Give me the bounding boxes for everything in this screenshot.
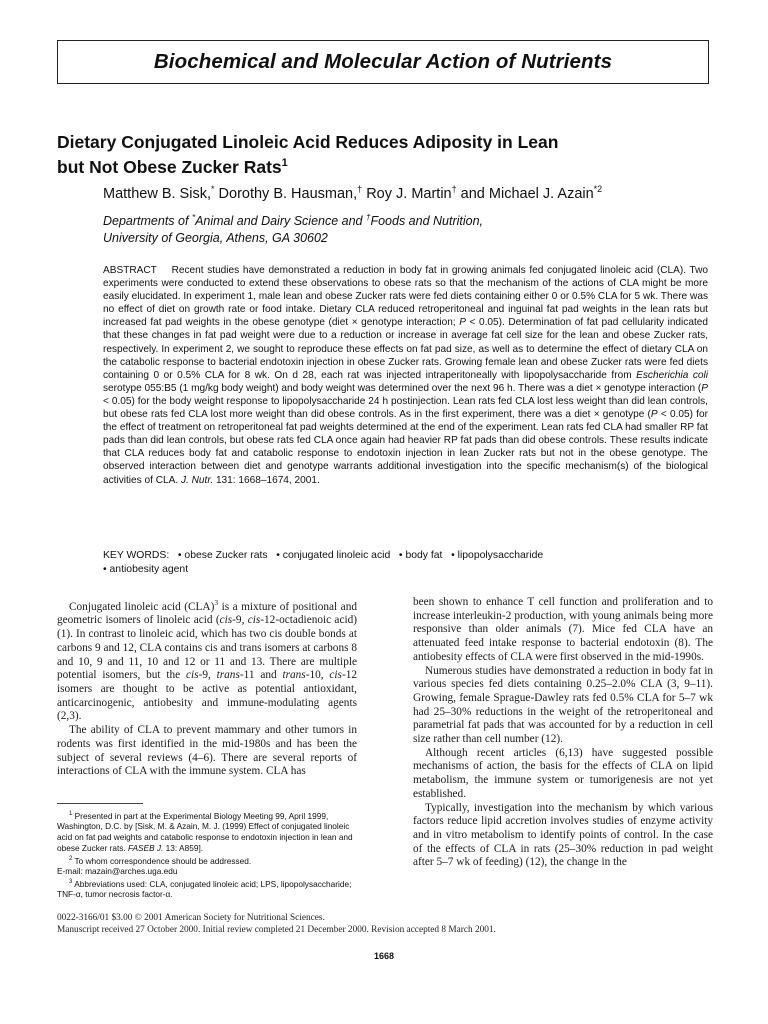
section-header-box	[57, 40, 709, 84]
footnote	[57, 854, 362, 866]
affiliation	[103, 210, 663, 246]
keyword: body fat	[405, 550, 443, 561]
keyword: conjugated linoleic acid	[282, 550, 391, 561]
author-mark: *2	[593, 184, 603, 194]
footnote-text: Abbreviations used: CLA, conjugated linoleic acid; LPS, lipopolysaccharide; TNF-α, tumor necrosis factor-α.	[57, 878, 352, 900]
author-mark: *	[210, 184, 215, 194]
abstract-text: Recent studies have demonstrated a reduction in body fat in growing animals fed conjugated linoleic acid (CLA). Two experiments were conducted to extend these observations to obese rats so that the mechanism of the actions of CLA might be more easily elucidated. In experiment 1, male lean and obese Zucker rats were fed diets containing either 0 or 0.5% CLA for 5 wk. There was no effect of diet on growth rate or food intake. Dietary CLA reduced retroperitoneal and inguinal fat pad weights in the lean rats but increased fat pad weights in the obese genotype (diet × genotype interaction;	[103, 265, 709, 329]
keyword: antiobesity agent	[109, 564, 189, 575]
abstract-text: < 0.05) for the body weight response to lipopolysaccharide 24 h postinjection. Lean rats fed CLA lost less weight than did lean controls, but obese rats fed CLA lost more weight than did obese controls. As in the first experiment, there was a diet × genotype (	[103, 395, 708, 421]
issn-line: 0022-3166/01 $3.00 © 2001 American Society for Nutritional Sciences.	[57, 913, 325, 923]
author-mark: †	[357, 184, 363, 194]
title-footnote-mark: 1	[281, 157, 288, 169]
p-symbol: P	[701, 382, 708, 394]
affiliation-text: Foods and Nutrition,	[370, 214, 484, 229]
isomer-term: cis	[219, 614, 233, 627]
affiliation-mark: †	[366, 213, 371, 222]
body-column-right	[413, 596, 713, 870]
footnote-mark: 3	[214, 598, 219, 607]
footnote-number: 3	[69, 878, 73, 885]
keywords	[103, 549, 708, 577]
abstract-text: serotype 055:B5 (1 mg/kg body weight) and body weight was determined over the next 96 h. There was a diet × genotype interaction (	[103, 382, 702, 394]
footnote-text: To whom correspondence should be addressed.	[72, 855, 252, 866]
footnote-text: Presented in part at the Experimental Biology Meeting 99, April 1999, Washington, D.C. by [Sisk, M. & Azain, M. J. (1999) Effect of conjugated linoleic acid on fat pad weights and catabolic response to endotoxin injection in lean and obese Zucker rats.	[57, 810, 353, 853]
body-paragraph: The ability of CLA to prevent mammary and other tumors in rodents was first identified in the mid-1980s and has been the subject of several reviews (4–6). There are several reports of interactions of CLA with the immune system. CLA has	[57, 724, 357, 778]
body-paragraph: Although recent articles (6,13) have suggested possible mechanisms of action, the basis for the effects of CLA on lipid metabolism, the immune system or tumorigenesis are not yet established.	[413, 746, 713, 800]
affiliation-text: Departments of	[103, 214, 192, 229]
body-paragraph: been shown to enhance T cell function and proliferation and to increase interleukin-2 production, with young animals being more responsive than older animals (7). Mice fed CLA have an attenuated feed intake response to bacterial endotoxin (8). The antiobesity effects of CLA were first observed in the mid-1990s.	[413, 596, 713, 663]
affiliation-text: Animal and Dairy Science and	[195, 214, 366, 229]
abstract	[103, 264, 708, 487]
keyword-bullet: •	[398, 550, 403, 561]
footnote-number: 2	[69, 855, 73, 862]
article-title-line2: but Not Obese Zucker Rats	[57, 156, 282, 177]
p-symbol: P	[459, 317, 466, 329]
author-name: Dorothy B. Hausman,	[218, 185, 358, 202]
affiliation-mark: *	[191, 213, 196, 222]
citation-journal: J. Nutr.	[180, 474, 214, 486]
body-text: is a mixture of positional and geometric isomers of linoleic acid (	[57, 600, 357, 627]
citation: 131: 1668–1674, 2001.	[213, 474, 320, 486]
abstract-text: < 0.05) for the effect of treatment on retroperitoneal fat pad weights determined at the end of the experiment. Lean rats fed CLA had smaller RP fat pads than did lean controls, but obese rats fed CLA once again had heavier RP fat pads than did obese controls. These results indicate that CLA reduces body fat and catabolic response to endotoxin injection in lean Zucker rats but not in the obese genotype. The observed interaction between diet and genotype warrants additional investigation into the specific mechanism(s) of the biological activities of CLA.	[103, 409, 708, 486]
abstract-text: < 0.05). Determination of fat pad cellularity indicated that these changes in fat pad weight were due to a reduction or increase in average fat cell size for the lean and obese Zucker rats, respectively. In experiment 2, we sought to reproduce these effects on fat pad size, as well as to determine the effect of dietary CLA on the catabolic response to bacterial endotoxin injection in obese Zucker rats. Growing female lean and obese Zucker rats were fed diets containing 0 or 0.5% CLA for 8 wk. On d 28, each rat was injected intraperitoneally with lipopolysaccharide from	[103, 317, 708, 381]
email-address: E-mail: mazain@arches.uga.edu	[57, 866, 178, 877]
keywords-label: KEY WORDS:	[103, 550, 170, 561]
body-paragraph: Typically, investigation into the mechanism by which various factors reduce lipid accretion involves studies of enzyme activity and in vitro metabolism to identify points of control. In the case of the effects of CLA in rats (25–30% reduction in pad weight after 5–7 wk of feeding) (12), the change in the	[413, 801, 713, 869]
body-text: -12 isomers are thought to be active as potential antioxidant, anticarcinogenic, antiobesity and immune-modulating agents (2,3).	[57, 669, 358, 723]
footnote	[57, 809, 362, 854]
body-paragraph	[57, 596, 357, 724]
body-text: -9,	[232, 614, 248, 627]
keyword-bullet: •	[451, 550, 455, 561]
body-text: Conjugated linoleic acid (CLA)	[69, 600, 215, 613]
section-title: Biochemical and Molecular Action of Nutrients	[153, 50, 613, 73]
footnote-journal: FASEB J.	[128, 842, 164, 853]
author-name: and Michael J. Azain	[460, 185, 594, 202]
manuscript-dates: Manuscript received 27 October 2000. Initial review completed 21 December 2000. Revision accepted 8 March 2001.	[57, 925, 496, 936]
article-title-line1: Dietary Conjugated Linoleic Acid Reduces Adiposity in Lean	[57, 132, 559, 152]
body-paragraph: Numerous studies have demonstrated a reduction in body fat in various species fed diets containing 0.25–2.0% CLA (3, 9–11). Growing, female Sprague-Dawley rats fed 0.5% CLA for 5–7 wk had 25–30% reductions in the weight of the retroperitoneal and parametrial fat pads that was accounted for by a reduction in cell size rather than cell number (12).	[413, 664, 713, 746]
page-number: 1668	[373, 951, 395, 961]
author-name: Roy J. Martin	[366, 185, 452, 202]
article-title	[57, 132, 677, 178]
abstract-label: ABSTRACT	[103, 265, 157, 276]
author-mark: †	[451, 184, 457, 194]
footnote	[57, 877, 362, 900]
body-column-left	[57, 596, 357, 779]
body-text: -10,	[305, 669, 330, 682]
author-list	[103, 180, 723, 203]
footnotes	[57, 809, 362, 900]
body-text: -9,	[198, 669, 217, 682]
body-text: -11 and	[239, 669, 283, 682]
p-symbol: P	[650, 409, 658, 421]
keyword-bullet: •	[276, 550, 280, 561]
species-name: Escherichia coli	[636, 369, 709, 381]
affiliation-address: University of Georgia, Athens, GA 30602	[103, 230, 328, 245]
isomer-term: trans	[216, 669, 240, 682]
footnote-text: 13: A859].	[163, 842, 204, 853]
body-text: -12-octadienoic acid) (1). In contrast to linoleic acid, which has two cis double bonds at carbons 9 and 12, CLA contains cis and trans isomers at carbons 8 and 10, 9 and 11, 10 and 12 or 11 and 13. There are multiple potential isomers, but the	[57, 614, 358, 682]
isomer-term: trans	[282, 669, 306, 682]
publication-meta	[57, 912, 717, 936]
footnote-divider	[57, 803, 143, 804]
keyword: obese Zucker rats	[184, 550, 268, 561]
author-name: Matthew B. Sisk,	[103, 185, 211, 202]
isomer-term: cis	[247, 614, 261, 627]
keyword-bullet: •	[177, 550, 182, 561]
isomer-term: cis	[186, 669, 199, 682]
keyword-bullet: •	[103, 564, 107, 575]
footnote-number: 1	[69, 811, 73, 817]
keyword: lipopolysaccharide	[457, 550, 544, 561]
isomer-term: cis	[329, 669, 342, 682]
